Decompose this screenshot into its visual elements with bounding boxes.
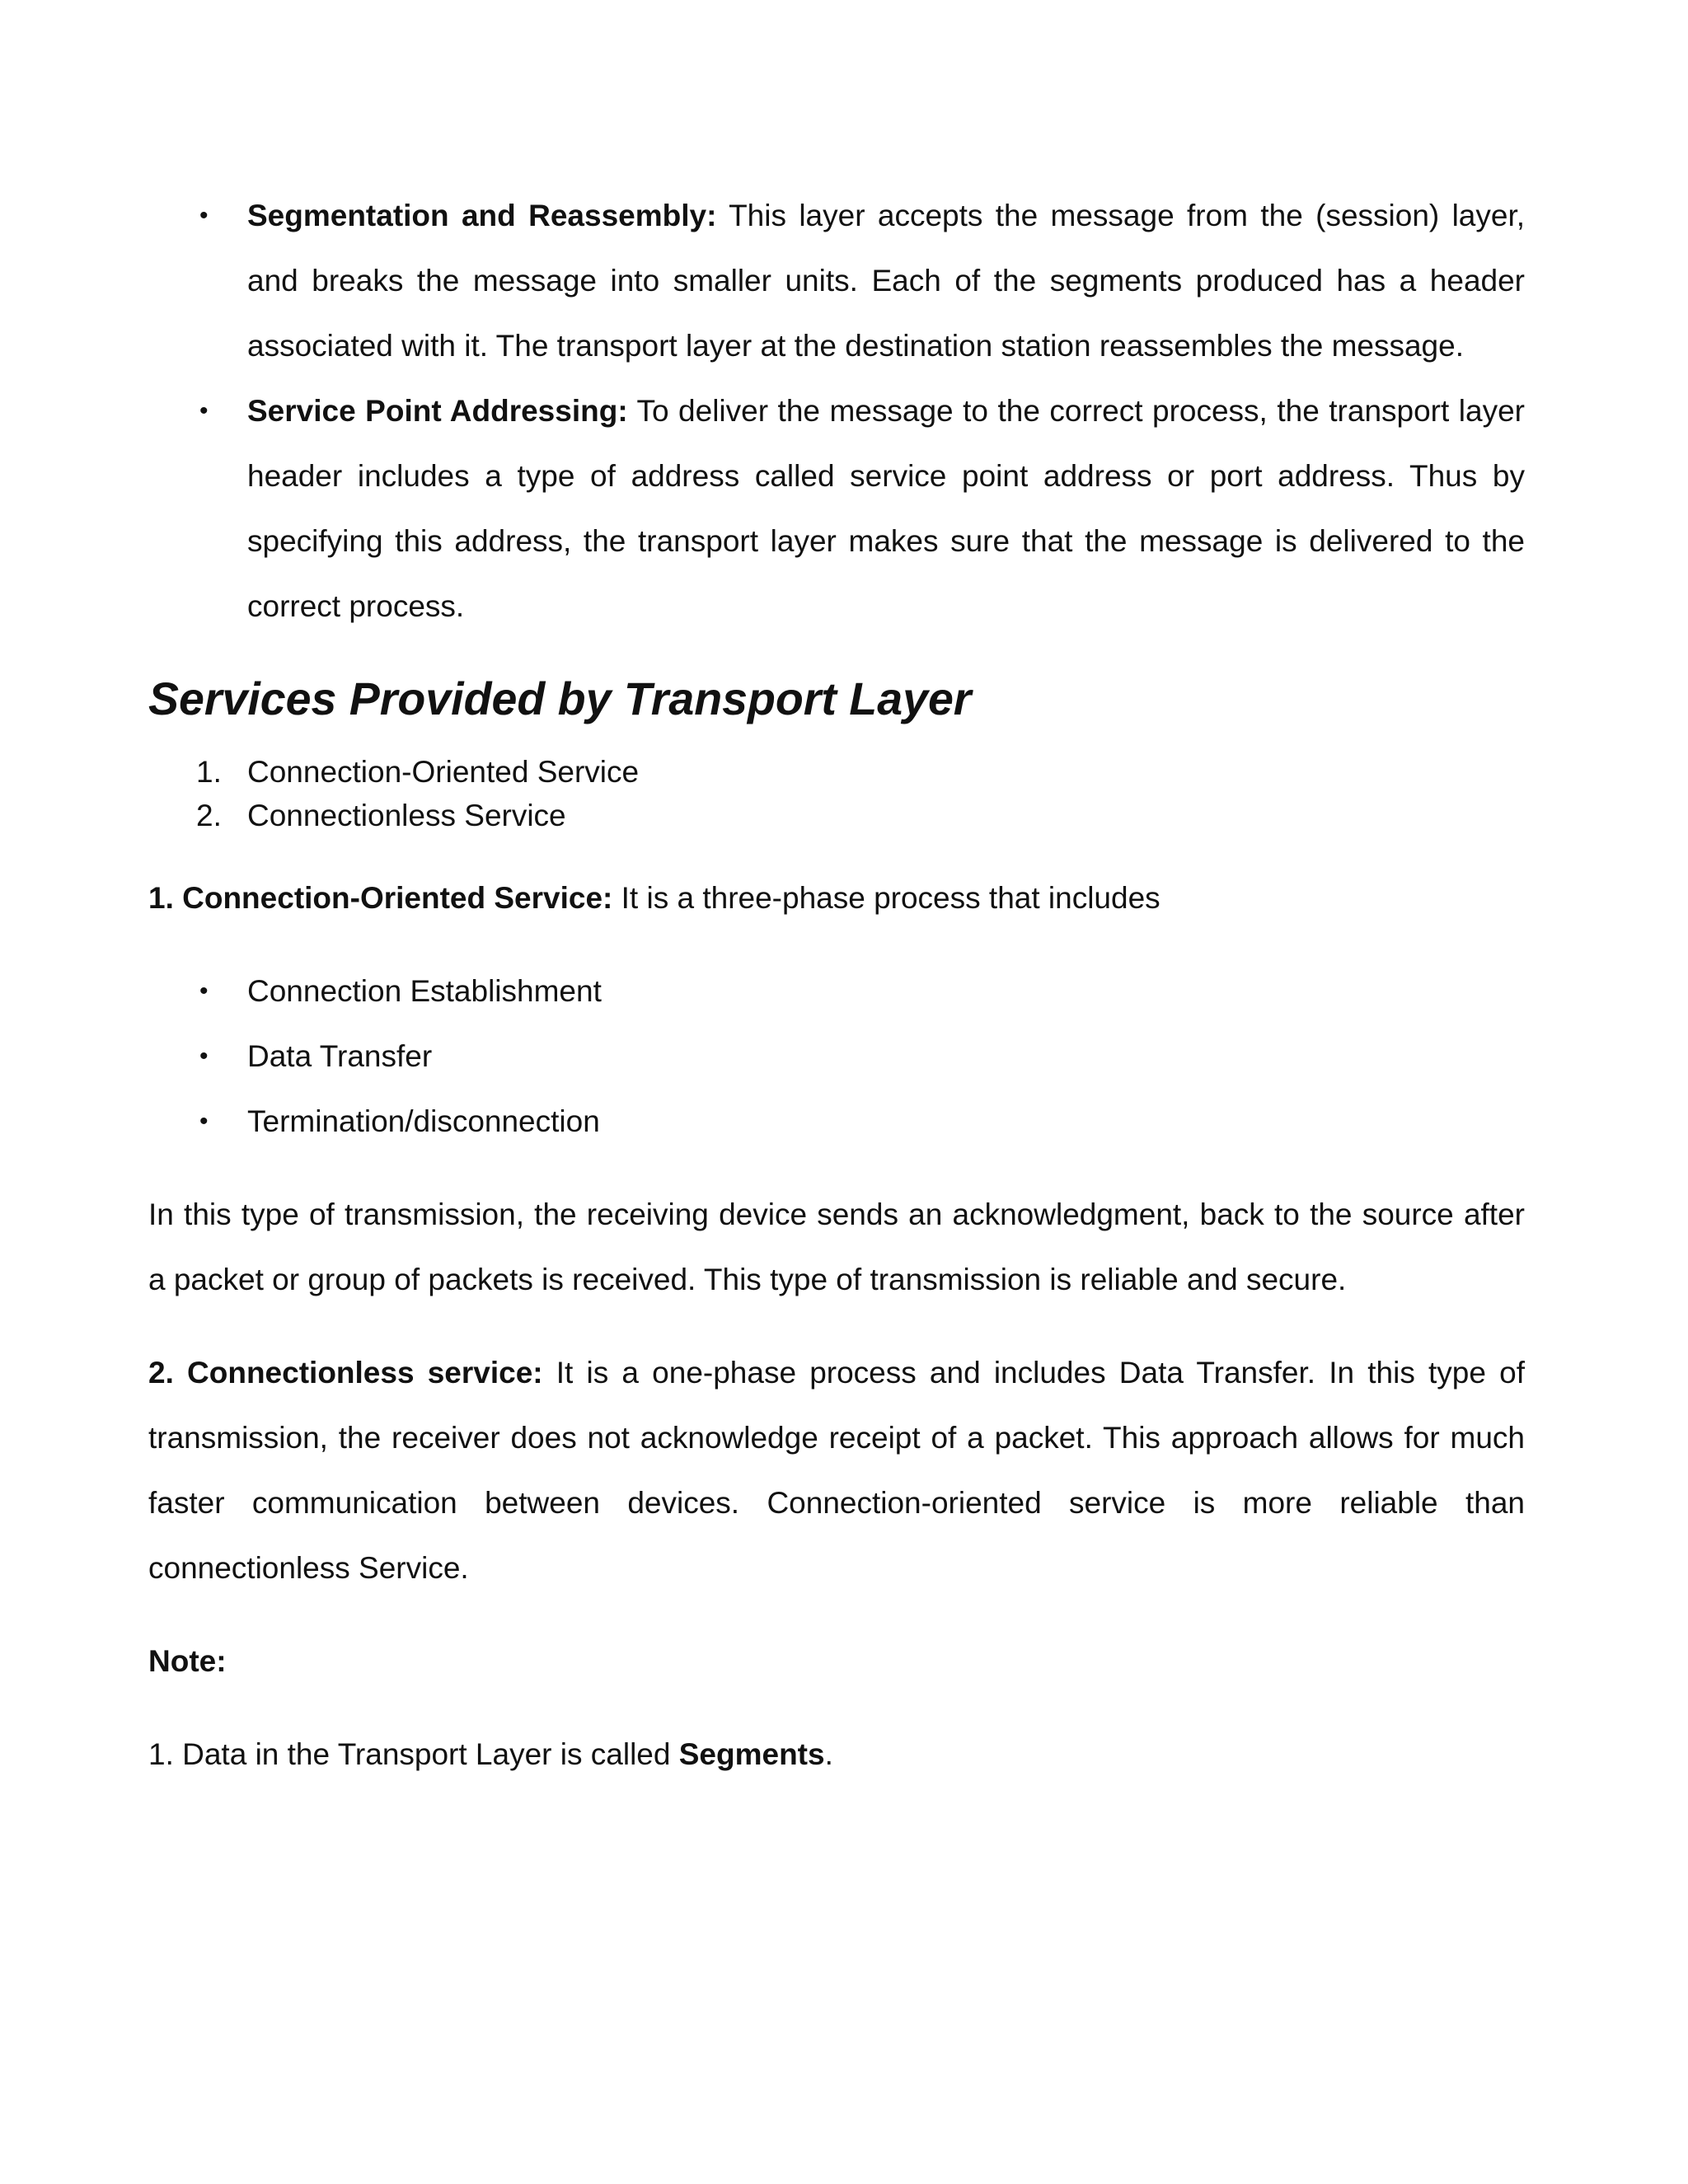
- note-item: [148, 1722, 1525, 1787]
- service-point-term: Service Point Addressing:: [247, 394, 628, 428]
- note-item-prefix: 1. Data in the Transport Layer is called: [148, 1737, 679, 1771]
- connection-oriented-text: It is a three-phase process that includes: [612, 881, 1160, 915]
- document-content: [148, 183, 1525, 1787]
- services-numbered-list: [148, 750, 1525, 837]
- services-section-title: Services Provided by Transport Layer: [148, 673, 972, 724]
- list-item-connection-oriented: [148, 750, 1525, 794]
- transport-functions-list: [148, 183, 1525, 639]
- connection-oriented-intro: [148, 865, 1525, 930]
- segmentation-term: Segmentation and Reassembly:: [247, 199, 717, 232]
- connection-oriented-paragraph: In this type of transmission, the receiving device sends an acknowledgment, back to the source after a packet or group of packets is received. This type of transmission is reliable and secure.: [148, 1197, 1525, 1296]
- bullet-icon: •: [199, 977, 209, 1005]
- connectionless-text: It is a one-phase process and includes Data Transfer. In this type of transmission, the receiver does not acknowledge receipt of a packet. This approach allows for much faster communication between devices. Connection-oriented service is more reliable than connectionless Service.: [148, 1356, 1525, 1585]
- list-item-label: Connectionless Service: [247, 799, 566, 832]
- list-number: 2.: [196, 799, 222, 832]
- connectionless-paragraph: [148, 1340, 1525, 1601]
- list-number: 1.: [196, 755, 222, 789]
- list-item-service-point: [148, 378, 1525, 639]
- phase-label: Data Transfer: [247, 1039, 433, 1073]
- list-item-phase: [148, 958, 1525, 1024]
- note-item-suffix: .: [824, 1737, 833, 1771]
- phases-list: [148, 958, 1525, 1154]
- bullet-icon: •: [199, 397, 209, 424]
- phase-label: Connection Establishment: [247, 974, 602, 1008]
- note-item-bold: Segments: [678, 1737, 825, 1771]
- connectionless-term: 2. Connectionless service:: [148, 1356, 543, 1390]
- bullet-icon: •: [199, 202, 209, 229]
- connection-oriented-term: 1. Connection-Oriented Service:: [148, 881, 613, 915]
- phase-label: Termination/disconnection: [247, 1104, 600, 1138]
- segmentation-text: This layer accepts the message from the (session) layer, and breaks the message into smaller units. Each of the segments produced has a header associated with it. The transport layer at the destination station reassembles the message.: [247, 199, 1525, 363]
- bullet-icon: •: [199, 1043, 209, 1070]
- list-item-label: Connection-Oriented Service: [247, 755, 640, 789]
- bullet-icon: •: [199, 1108, 209, 1135]
- list-item-phase: [148, 1089, 1525, 1154]
- list-item-segmentation: [148, 183, 1525, 378]
- note-title: Note:: [148, 1644, 227, 1678]
- service-point-text: To deliver the message to the correct process, the transport layer header includes a type of address called service point address or port address. Thus by specifying this address, the transport layer makes sure that the message is delivered to the correct process.: [247, 394, 1525, 623]
- list-item-phase: [148, 1024, 1525, 1089]
- list-item-connectionless: [148, 794, 1525, 837]
